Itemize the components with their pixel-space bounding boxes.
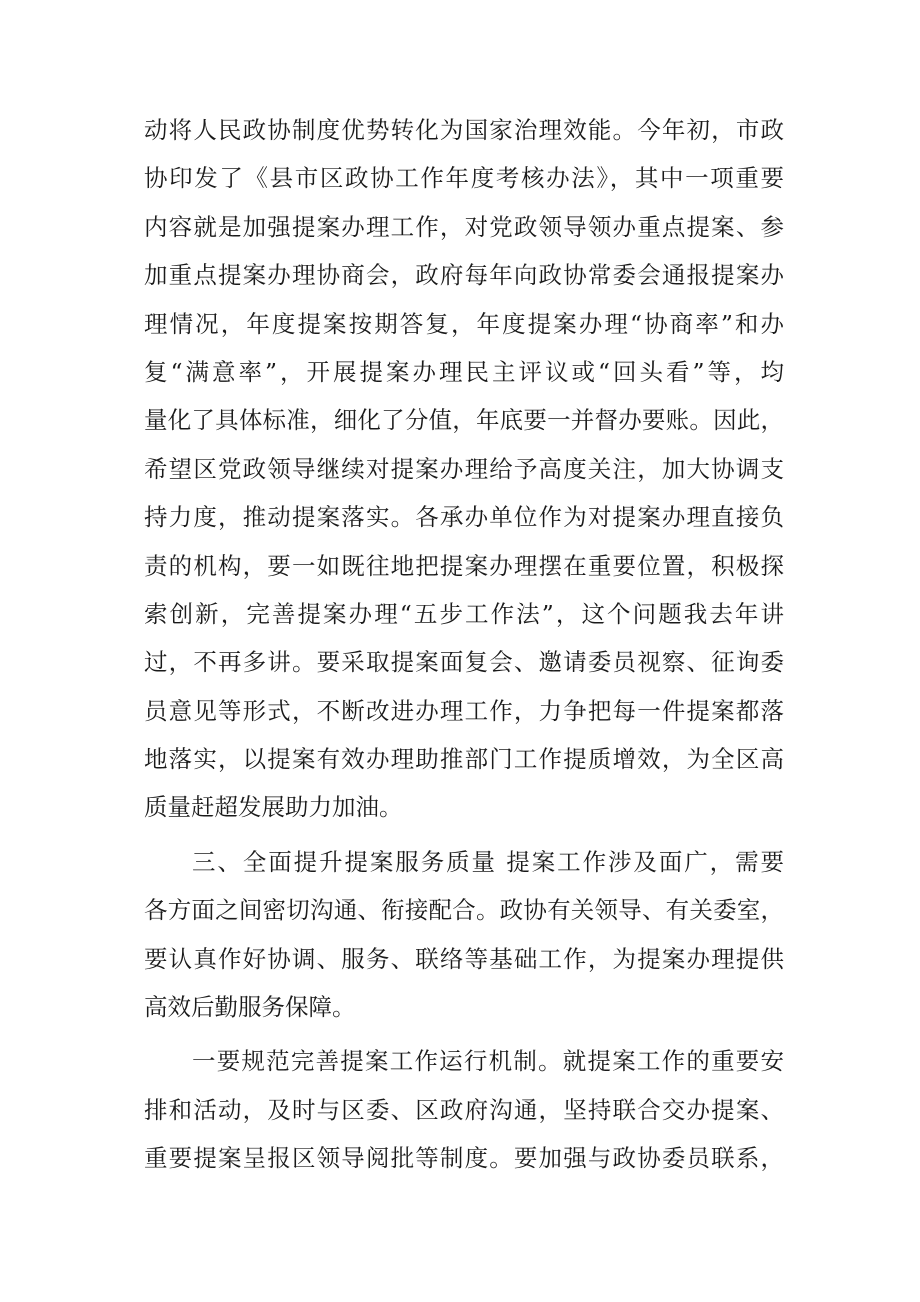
text-line: 希望区党政领导继续对提案办理给予高度关注，加大协调支 xyxy=(144,454,784,483)
text-line: 要认真作好协调、服务、联络等基础工作，为提案办理提供 xyxy=(144,944,784,973)
text-line: 索创新，完善提案办理“五步工作法”，这个问题我去年讲 xyxy=(144,599,784,628)
text-line: 动将人民政协制度优势转化为国家治理效能。今年初，市政 xyxy=(144,116,784,144)
text-line: 员意见等形式，不断改进办理工作，力争把每一件提案都落 xyxy=(144,696,784,725)
text-line: 内容就是加强提案办理工作，对党政领导领办重点提案、参 xyxy=(144,212,784,241)
section-heading-line: 三、全面提升提案服务质量 提案工作涉及面广，需要 xyxy=(192,847,784,876)
text-line: 理情况，年度提案按期答复，年度提案办理“协商率”和办 xyxy=(144,309,784,338)
document-body xyxy=(144,106,784,1183)
text-line: 重要提案呈报区领导阅批等制度。要加强与政协委员联系， xyxy=(144,1144,784,1173)
text-line: 排和活动，及时与区委、区政府沟通，坚持联合交办提案、 xyxy=(144,1095,784,1124)
paragraph-first-line: 一要规范完善提案工作运行机制。就提案工作的重要安 xyxy=(192,1047,784,1076)
text-line: 责的机构，要一如既往地把提案办理摆在重要位置，积极探 xyxy=(144,551,784,580)
text-line: 复“满意率”，开展提案办理民主评议或“回头看”等，均 xyxy=(144,357,784,386)
text-line: 高效后勤服务保障。 xyxy=(144,993,356,1022)
text-line: 各方面之间密切沟通、衔接配合。政协有关领导、有关委室， xyxy=(144,896,784,925)
text-line: 持力度，推动提案落实。各承办单位作为对提案办理直接负 xyxy=(144,503,784,532)
text-line: 量化了具体标准，细化了分值，年底要一并督办要账。因此， xyxy=(144,406,784,435)
text-line: 地落实，以提案有效办理助推部门工作提质增效，为全区高 xyxy=(144,745,784,774)
text-line: 质量赶超发展助力加油。 xyxy=(144,793,403,822)
text-line: 协印发了《县市区政协工作年度考核办法》，其中一项重要 xyxy=(144,164,784,193)
text-line: 过，不再多讲。要采取提案面复会、邀请委员视察、征询委 xyxy=(144,648,784,677)
text-line: 加重点提案办理协商会，政府每年向政协常委会通报提案办 xyxy=(144,261,784,290)
